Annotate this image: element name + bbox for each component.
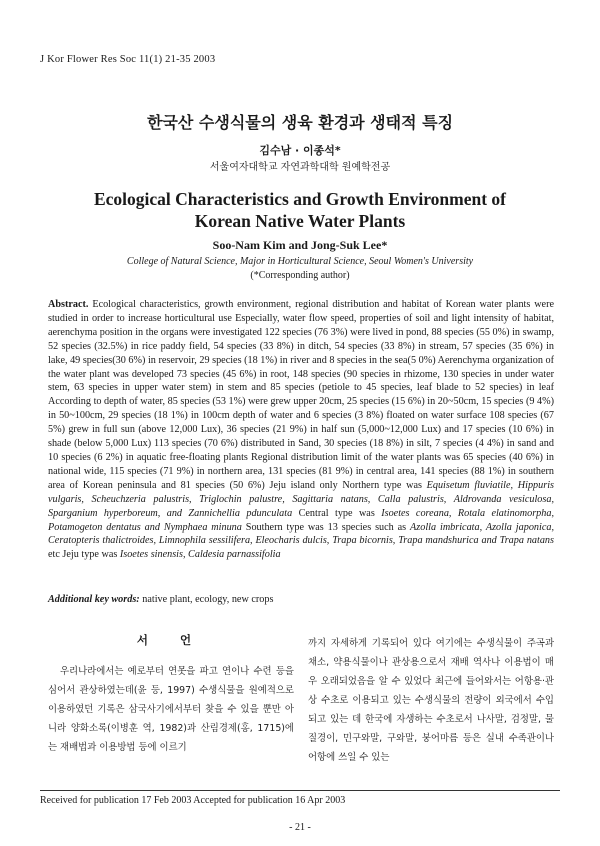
keywords-label: Additional key words: — [48, 594, 140, 605]
abstract-northern-species: Equisetum fluviatile, Hippuris vulgaris, Scheuchzeria palustris, Triglochin palustre, Sagittaria natans, Calla palustris, Aldrovanda vesiculosa, Sparganium hyperboreum, and Zannichellia pdunculata — [48, 479, 554, 519]
abstract-central-species: Isoetes coreana, Rotala elatinomorpha, Potamogeton dentatus and Nymphaea minuna — [48, 507, 554, 533]
abstract-jeju-label: etc Jeju type was — [48, 549, 120, 561]
title-korean: 한국산 수생식물의 생육 환경과 생태적 특징 — [146, 113, 454, 132]
affiliation-english-text: College of Natural Science, Major in Horticultural Science, Seoul Women's University — [126, 256, 474, 267]
body-column-right — [308, 634, 554, 767]
authors-korean: 김수남 · 이종석* — [259, 144, 341, 157]
corresponding-author-note: (*Corresponding author) — [250, 270, 350, 281]
abstract-southern-label: Southern type was 13 species such as — [241, 521, 411, 533]
section-title-introduction: 서 언 — [136, 633, 206, 647]
authors-english: Soo-Nam Kim and Jong-Suk Lee* — [212, 238, 388, 252]
body-paragraph-right: 까지 자세하게 기록되어 있다 여기에는 수생식물이 주곡과 채소, 약용식물이나 관상용으로서 재배 역사나 이용법이 매우 오래되었음을 알 수 있었다 최근에 들어와서는 어항용·관상 수초로 이용되고 있는 수생식물의 전량이 외국에서 수입되고 있는 데 한국에 자생하는 수초로서 나사말, 검정말, 물질경이, 민구와말, 구와말, 붕어마름 등은 실내 수족관이나 어항에 쓰일 수 있는 — [308, 638, 554, 763]
page-number: - 21 - — [289, 822, 311, 833]
abstract — [48, 298, 554, 562]
title-english — [0, 188, 600, 232]
body-column-left — [48, 632, 294, 757]
footnote-divider — [40, 790, 560, 791]
running-head: J Kor Flower Res Soc 11(1) 21-35 2003 — [40, 54, 216, 65]
title-english-line2: Korean Native Water Plants — [194, 211, 406, 231]
abstract-jeju-species: Isoetes sinensis, Caldesia parnassifolia — [119, 549, 281, 561]
keywords-value: native plant, ecology, new crops — [139, 594, 274, 605]
abstract-central-label: Central type was — [292, 507, 382, 519]
keywords — [48, 594, 554, 605]
abstract-body: Ecological characteristics, growth environment, regional distribution and habitat of Korean water plants were studied in order to increase horticultural use Especially, water flow speed, properties of soil and light intensity of habitat, aerenchyma position in the organs were investigated 122 species (76 3%) were lived in pond, 88 species (55 0%) in swamp, 52 species (32.5%) in rice paddy field, 54 species (33 8%) in ditch, 54 species (33 8%) in stream, 57 species (35 6%) in lake, 49 species(30 6%) in reservoir, 29 species (18 1%) in river and 8 species in the sea(5 0%) Aerenchyma organization of the water plant was developed 73 species (45 6%) in root, 148 species (90 species in rhizome, 130 species in under water stem, 63 species in upper water stem) in stem and 85 species (petiole to 45 species, leaf blade to 52 species) in leaf According to depth of water, 85 species (53 1%) were grew upper 20cm, 25 species (15 6%) in 20~50cm, 15 species (9 4%) in 50~100cm, 29 species (18 1%) in 100cm depth of water and 6 species (3 8%) floated on water surface 108 species (67 5%) grew in full sun (above 12,000 Lux), 36 species (21 9%) in half sun (5,000~12,000 Lux) and 17 species (10 6%) in shade (below 5,000 Lux) 113 species (70 6%) distributed in Sand, 30 species (18 8%) in silt, 7 species (4 4%) in sand and 10 species (6 2%) in aquatic free-floating plants Regional distribution limit of the water plants was 65 species (40 6%) in national wide, 115 species (71 9%) in northern area, 131 species (81 9%) in central area, 141 species (88 1%) in southern area of Korean peninsula and 81 species (50 6%) Jeju island only Northern type was — [48, 299, 554, 491]
affiliation-korean: 서울여자대학교 자연과학대학 원예학전공 — [209, 162, 391, 173]
title-english-line1: Ecological Characteristics and Growth Environment of — [93, 189, 507, 209]
abstract-southern-species: Azolla imbricata, Azolla japonica, Ceratopteris thalictroides, Limnophila sessilifera, Eleocharis dulcis, Trapa bicornis, Trapa mandshurica and Trapa natans — [48, 521, 555, 547]
footnote-received: Received for publication 17 Feb 2003 Accepted for publication 16 Apr 2003 — [40, 795, 346, 806]
abstract-label: Abstract. — [48, 299, 89, 310]
affiliation-english — [0, 255, 600, 283]
body-paragraph-left: 우리나라에서는 예로부터 연못을 파고 연이나 수련 등을 심어서 관상하였는데(윤 등, 1997) 수생식물을 원예적으로 이용하였던 기록은 삼국사기에서부터 찾을 수 있을 뿐만 아니라 양화소록(이병훈 역, 1982)과 산림경제(홍, 1715)에는 재배법과 이용방법 등에 이르기 — [48, 666, 294, 753]
